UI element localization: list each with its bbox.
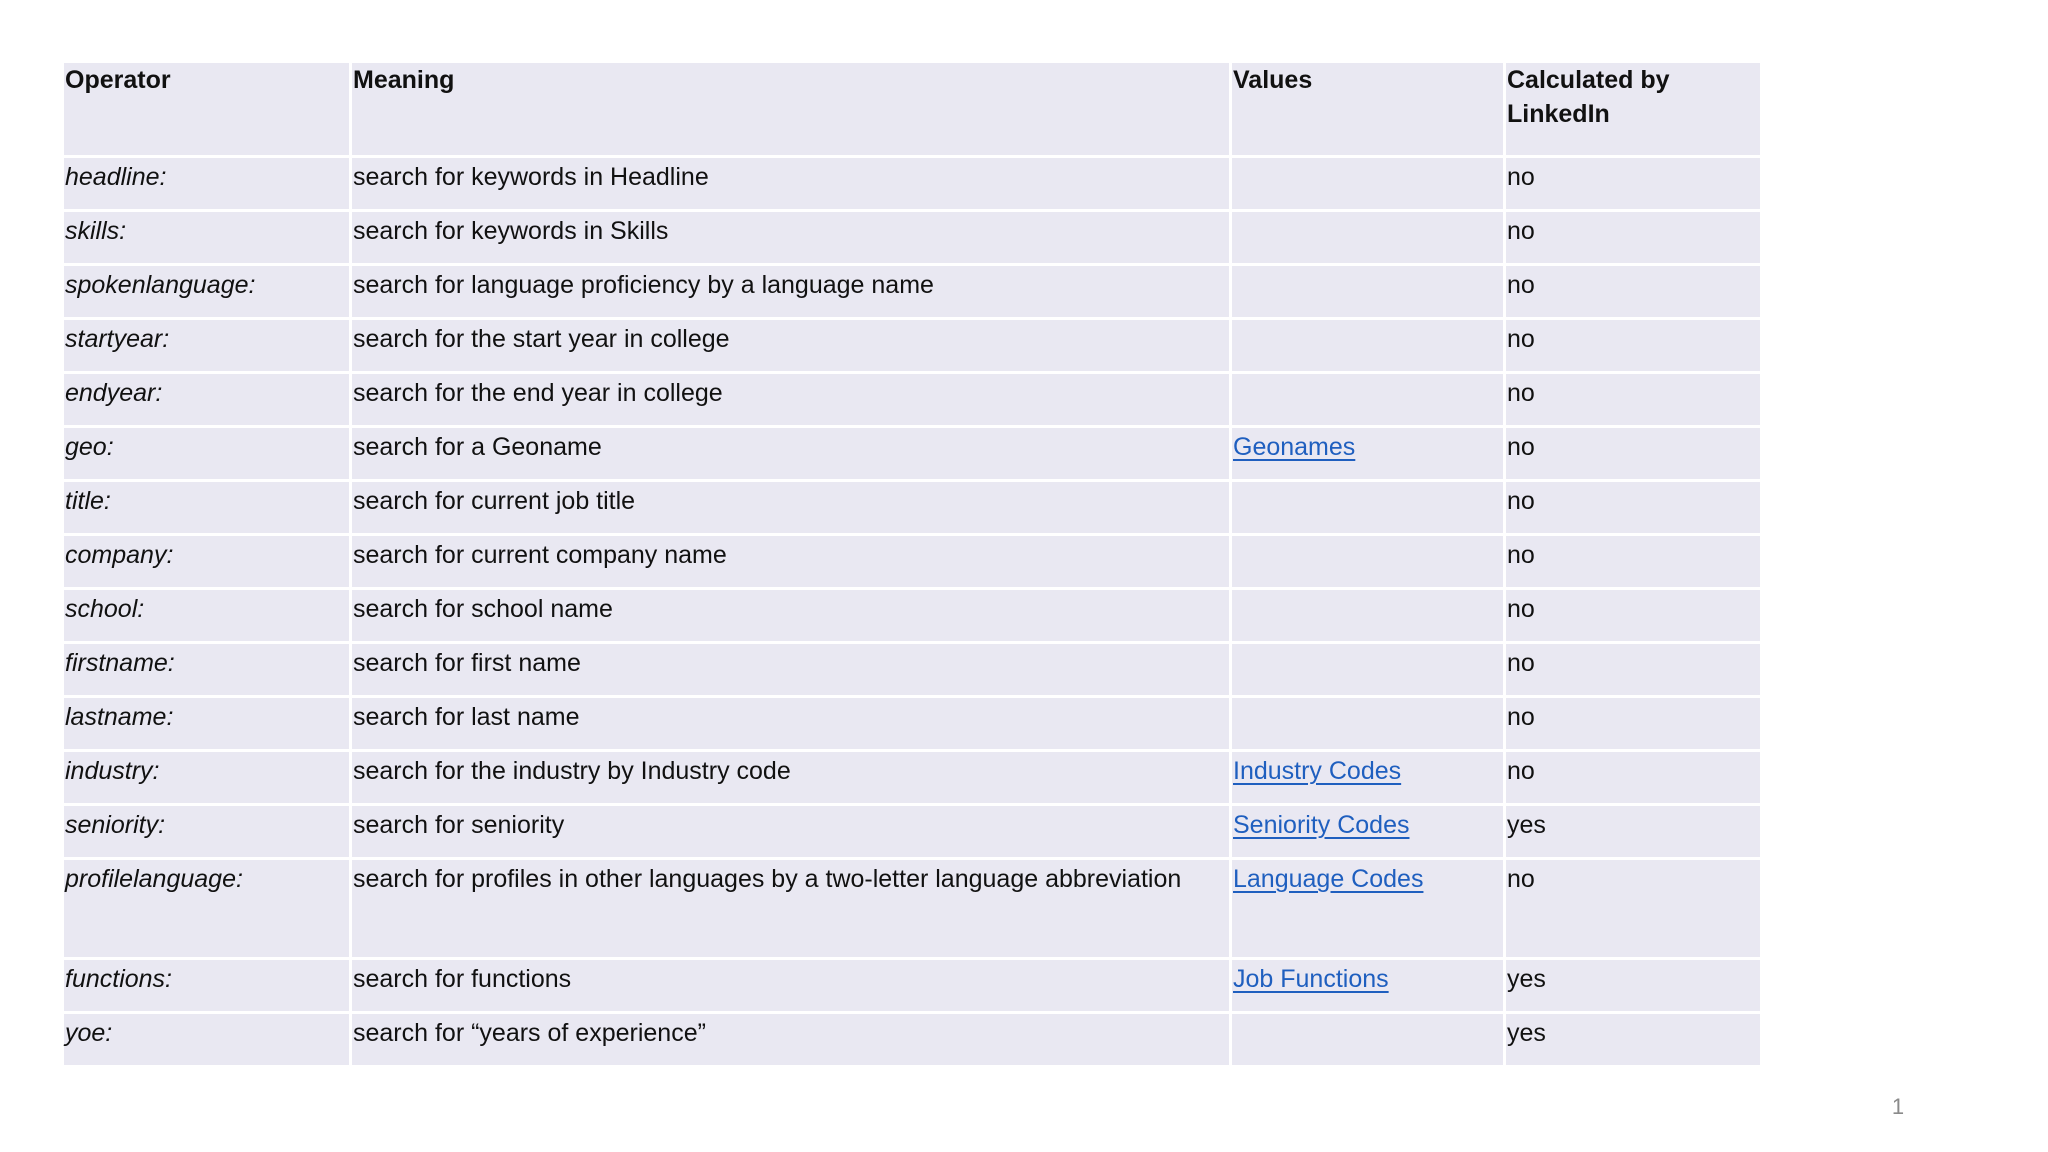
- calculated-cell: yes: [1506, 960, 1760, 1014]
- values-cell: [1232, 212, 1506, 266]
- meaning-cell: search for keywords in Headline: [352, 158, 1232, 212]
- calculated-cell: no: [1506, 860, 1760, 960]
- operator-cell: headline:: [64, 158, 352, 212]
- table-row: [64, 960, 1760, 1014]
- operator-cell: industry:: [64, 752, 352, 806]
- calculated-cell: yes: [1506, 806, 1760, 860]
- operator-cell: startyear:: [64, 320, 352, 374]
- calculated-cell: no: [1506, 590, 1760, 644]
- table-row: [64, 806, 1760, 860]
- values-cell: [1232, 590, 1506, 644]
- table-body: [64, 158, 1760, 1068]
- meaning-cell: search for the start year in college: [352, 320, 1232, 374]
- operator-cell: school:: [64, 590, 352, 644]
- table-row: [64, 266, 1760, 320]
- values-cell: [1232, 960, 1506, 1014]
- meaning-cell: search for the industry by Industry code: [352, 752, 1232, 806]
- meaning-cell: search for keywords in Skills: [352, 212, 1232, 266]
- meaning-cell: search for current company name: [352, 536, 1232, 590]
- meaning-cell: search for the end year in college: [352, 374, 1232, 428]
- header-operator: Operator: [64, 63, 352, 158]
- operator-cell: seniority:: [64, 806, 352, 860]
- table-row: [64, 644, 1760, 698]
- header-calculated-by-linkedin: Calculated by LinkedIn: [1506, 63, 1760, 158]
- table-row: [64, 158, 1760, 212]
- values-cell: [1232, 374, 1506, 428]
- table-row: [64, 536, 1760, 590]
- table-row: [64, 698, 1760, 752]
- operator-cell: functions:: [64, 960, 352, 1014]
- values-cell: [1232, 644, 1506, 698]
- calculated-cell: no: [1506, 374, 1760, 428]
- values-cell: [1232, 536, 1506, 590]
- values-cell: [1232, 698, 1506, 752]
- calculated-cell: no: [1506, 212, 1760, 266]
- calculated-cell: no: [1506, 536, 1760, 590]
- table-row: [64, 860, 1760, 960]
- values-cell: [1232, 266, 1506, 320]
- table-row: [64, 374, 1760, 428]
- meaning-cell: search for a Geoname: [352, 428, 1232, 482]
- meaning-cell: search for last name: [352, 698, 1232, 752]
- table-row: [64, 752, 1760, 806]
- table-row: [64, 590, 1760, 644]
- calculated-cell: no: [1506, 158, 1760, 212]
- calculated-cell: no: [1506, 266, 1760, 320]
- meaning-cell: search for functions: [352, 960, 1232, 1014]
- meaning-cell: search for language proficiency by a language name: [352, 266, 1232, 320]
- values-link[interactable]: Seniority Codes: [1233, 811, 1410, 839]
- operator-cell: skills:: [64, 212, 352, 266]
- meaning-cell: search for “years of experience”: [352, 1014, 1232, 1068]
- operators-table: [64, 63, 1760, 1068]
- calculated-cell: no: [1506, 752, 1760, 806]
- page-number: 1: [1891, 1094, 1905, 1119]
- meaning-cell: search for current job title: [352, 482, 1232, 536]
- meaning-cell: search for school name: [352, 590, 1232, 644]
- operator-cell: lastname:: [64, 698, 352, 752]
- operator-cell: endyear:: [64, 374, 352, 428]
- values-cell: [1232, 428, 1506, 482]
- values-link[interactable]: Geonames: [1233, 433, 1356, 461]
- operator-cell: yoe:: [64, 1014, 352, 1068]
- calculated-cell: yes: [1506, 1014, 1760, 1068]
- table-header-row: [64, 63, 1760, 158]
- operator-cell: company:: [64, 536, 352, 590]
- table-row: [64, 428, 1760, 482]
- values-cell: [1232, 860, 1506, 960]
- operator-cell: spokenlanguage:: [64, 266, 352, 320]
- calculated-cell: no: [1506, 482, 1760, 536]
- calculated-cell: no: [1506, 320, 1760, 374]
- meaning-cell: search for seniority: [352, 806, 1232, 860]
- table-row: [64, 482, 1760, 536]
- values-link[interactable]: Industry Codes: [1233, 757, 1402, 785]
- header-meaning: Meaning: [352, 63, 1232, 158]
- calculated-cell: no: [1506, 698, 1760, 752]
- values-link[interactable]: Language Codes: [1233, 865, 1424, 893]
- table-row: [64, 1014, 1760, 1068]
- table-row: [64, 320, 1760, 374]
- table-row: [64, 212, 1760, 266]
- values-cell: [1232, 320, 1506, 374]
- operator-cell: geo:: [64, 428, 352, 482]
- operator-cell: title:: [64, 482, 352, 536]
- values-cell: [1232, 1014, 1506, 1068]
- values-link[interactable]: Job Functions: [1233, 965, 1389, 993]
- values-cell: [1232, 158, 1506, 212]
- values-cell: [1232, 806, 1506, 860]
- calculated-cell: no: [1506, 644, 1760, 698]
- header-values: Values: [1232, 63, 1506, 158]
- values-cell: [1232, 752, 1506, 806]
- meaning-cell: search for profiles in other languages by a two-letter language abbreviation: [352, 860, 1232, 960]
- values-cell: [1232, 482, 1506, 536]
- operator-cell: profilelanguage:: [64, 860, 352, 960]
- operator-cell: firstname:: [64, 644, 352, 698]
- calculated-cell: no: [1506, 428, 1760, 482]
- meaning-cell: search for first name: [352, 644, 1232, 698]
